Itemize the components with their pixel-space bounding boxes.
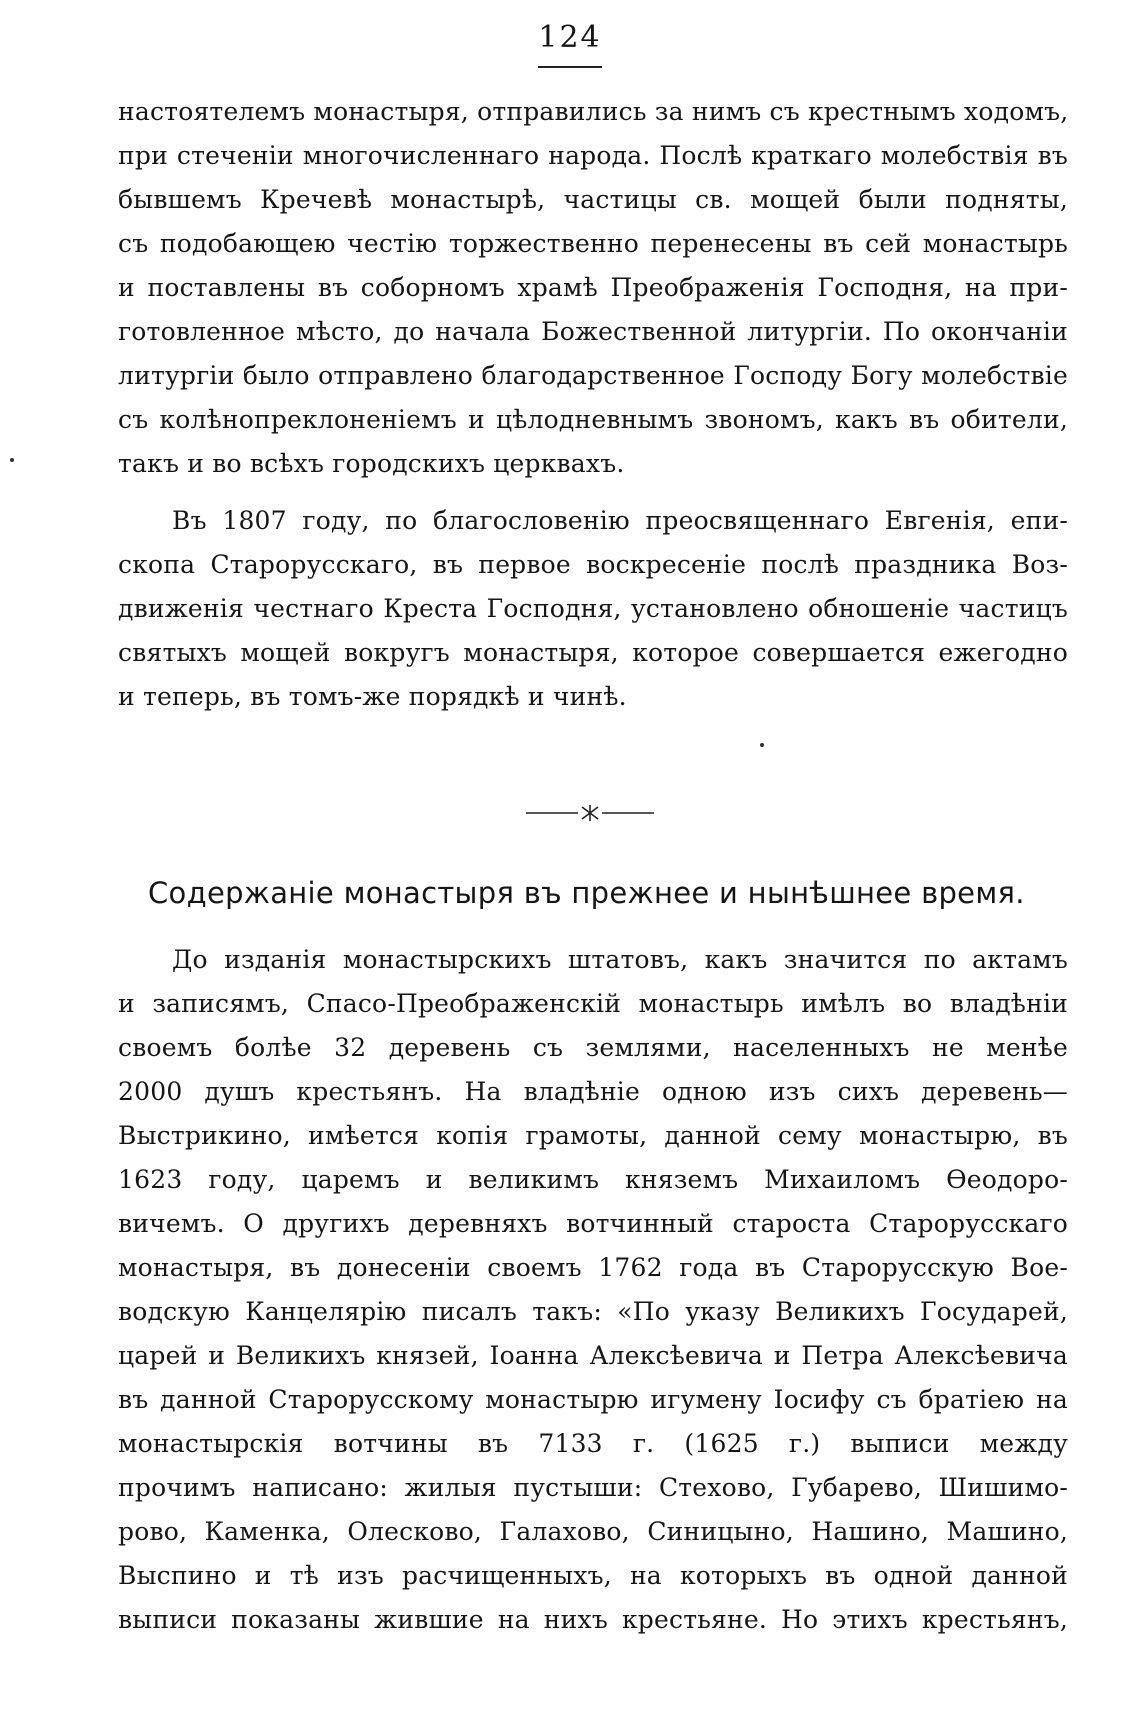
- page-number-underline: [538, 66, 602, 68]
- text-line: такъ и во всѣхъ городскихъ церквахъ.: [118, 449, 625, 478]
- text-line: монастыря, въ донесеніи своемъ 1762 года въ Старорусскую Вое-: [118, 1253, 1068, 1282]
- text-line: 2000 душъ крестьянъ. На владѣніе одною изъ сихъ деревень—: [118, 1077, 1068, 1106]
- text-line: готовленное мѣсто, до начала Божественной литургіи. По окончаніи: [118, 317, 1068, 346]
- text-line: и теперь, въ томъ-же порядкѣ и чинѣ.: [118, 682, 627, 711]
- scan-speck: [760, 743, 764, 747]
- page-number: 124: [538, 20, 602, 55]
- text-line: Выспино и тѣ изъ расчищенныхъ, на которыхъ въ одной данной: [118, 1561, 1068, 1590]
- text-line: скопа Старорусскаго, въ первое воскресеніе послѣ праздника Воз-: [118, 550, 1068, 579]
- text-line: движенія честнаго Креста Господня, установлено обношеніе частицъ: [118, 594, 1068, 623]
- ornament-divider: [520, 801, 660, 825]
- text-line: въ данной Старорусскому монастырю игумену Іосифу съ братіею на: [118, 1385, 1068, 1414]
- text-line: святыхъ мощей вокругъ монастыря, которое совершается ежегодно: [118, 638, 1068, 667]
- section-heading: Содержаніе монастыря въ прежнее и нынѣшнее время.: [148, 876, 1025, 910]
- text-line: рово, Каменка, Олесково, Галахово, Синицыно, Нашино, Машино,: [118, 1517, 1068, 1546]
- text-line: своемъ болѣе 32 деревень съ землями, населенныхъ не менѣе: [118, 1033, 1068, 1062]
- text-line: настоятелемъ монастыря, отправились за нимъ съ крестнымъ ходомъ,: [118, 97, 1069, 126]
- text-line: литургіи было отправлено благодарственное Господу Богу молебствіе: [118, 361, 1068, 390]
- text-line: бывшемъ Кречевѣ монастырѣ, частицы св. мощей были подняты,: [118, 185, 1068, 214]
- text-line: выписи показаны жившие на нихъ крестьяне. Но этихъ крестьянъ,: [118, 1605, 1068, 1634]
- text-line: съ колѣнопреклоненіемъ и цѣлодневнымъ звономъ, какъ въ обители,: [118, 405, 1068, 434]
- text-line: прочимъ написано: жилыя пустыши: Стехово, Губарево, Шишимо-: [118, 1473, 1068, 1502]
- text-line: водскую Канцелярію писалъ такъ: «По указу Великихъ Государей,: [118, 1297, 1068, 1326]
- text-line: Выстрикино, имѣется копія грамоты, данной сему монастырю, въ: [118, 1121, 1068, 1150]
- scan-speck: [10, 458, 14, 462]
- text-line: вичемъ. О другихъ деревняхъ вотчинный староста Старорусскаго: [118, 1209, 1068, 1238]
- text-line: и записямъ, Спасо-Преображенскій монастырь имѣлъ во владѣніи: [118, 989, 1068, 1018]
- text-line: Въ 1807 году, по благословенію преосвященнаго Евгенія, епи-: [172, 506, 1068, 535]
- text-line: при стеченіи многочисленнаго народа. Послѣ краткаго молебствія въ: [118, 141, 1068, 170]
- text-line: 1623 году, царемъ и великимъ княземъ Михаиломъ Ѳеодоро-: [118, 1165, 1068, 1194]
- text-line: и поставлены въ соборномъ храмѣ Преображенія Господня, на при-: [118, 273, 1068, 302]
- text-line: монастырскія вотчины въ 7133 г. (1625 г.) выписи между: [118, 1429, 1068, 1458]
- text-line: съ подобающею честію торжественно перенесены въ сей монастырь: [118, 229, 1068, 258]
- text-line: До изданія монастырскихъ штатовъ, какъ значится по актамъ: [172, 945, 1068, 974]
- text-line: царей и Великихъ князей, Іоанна Алексѣевича и Петра Алексѣевича: [118, 1341, 1068, 1370]
